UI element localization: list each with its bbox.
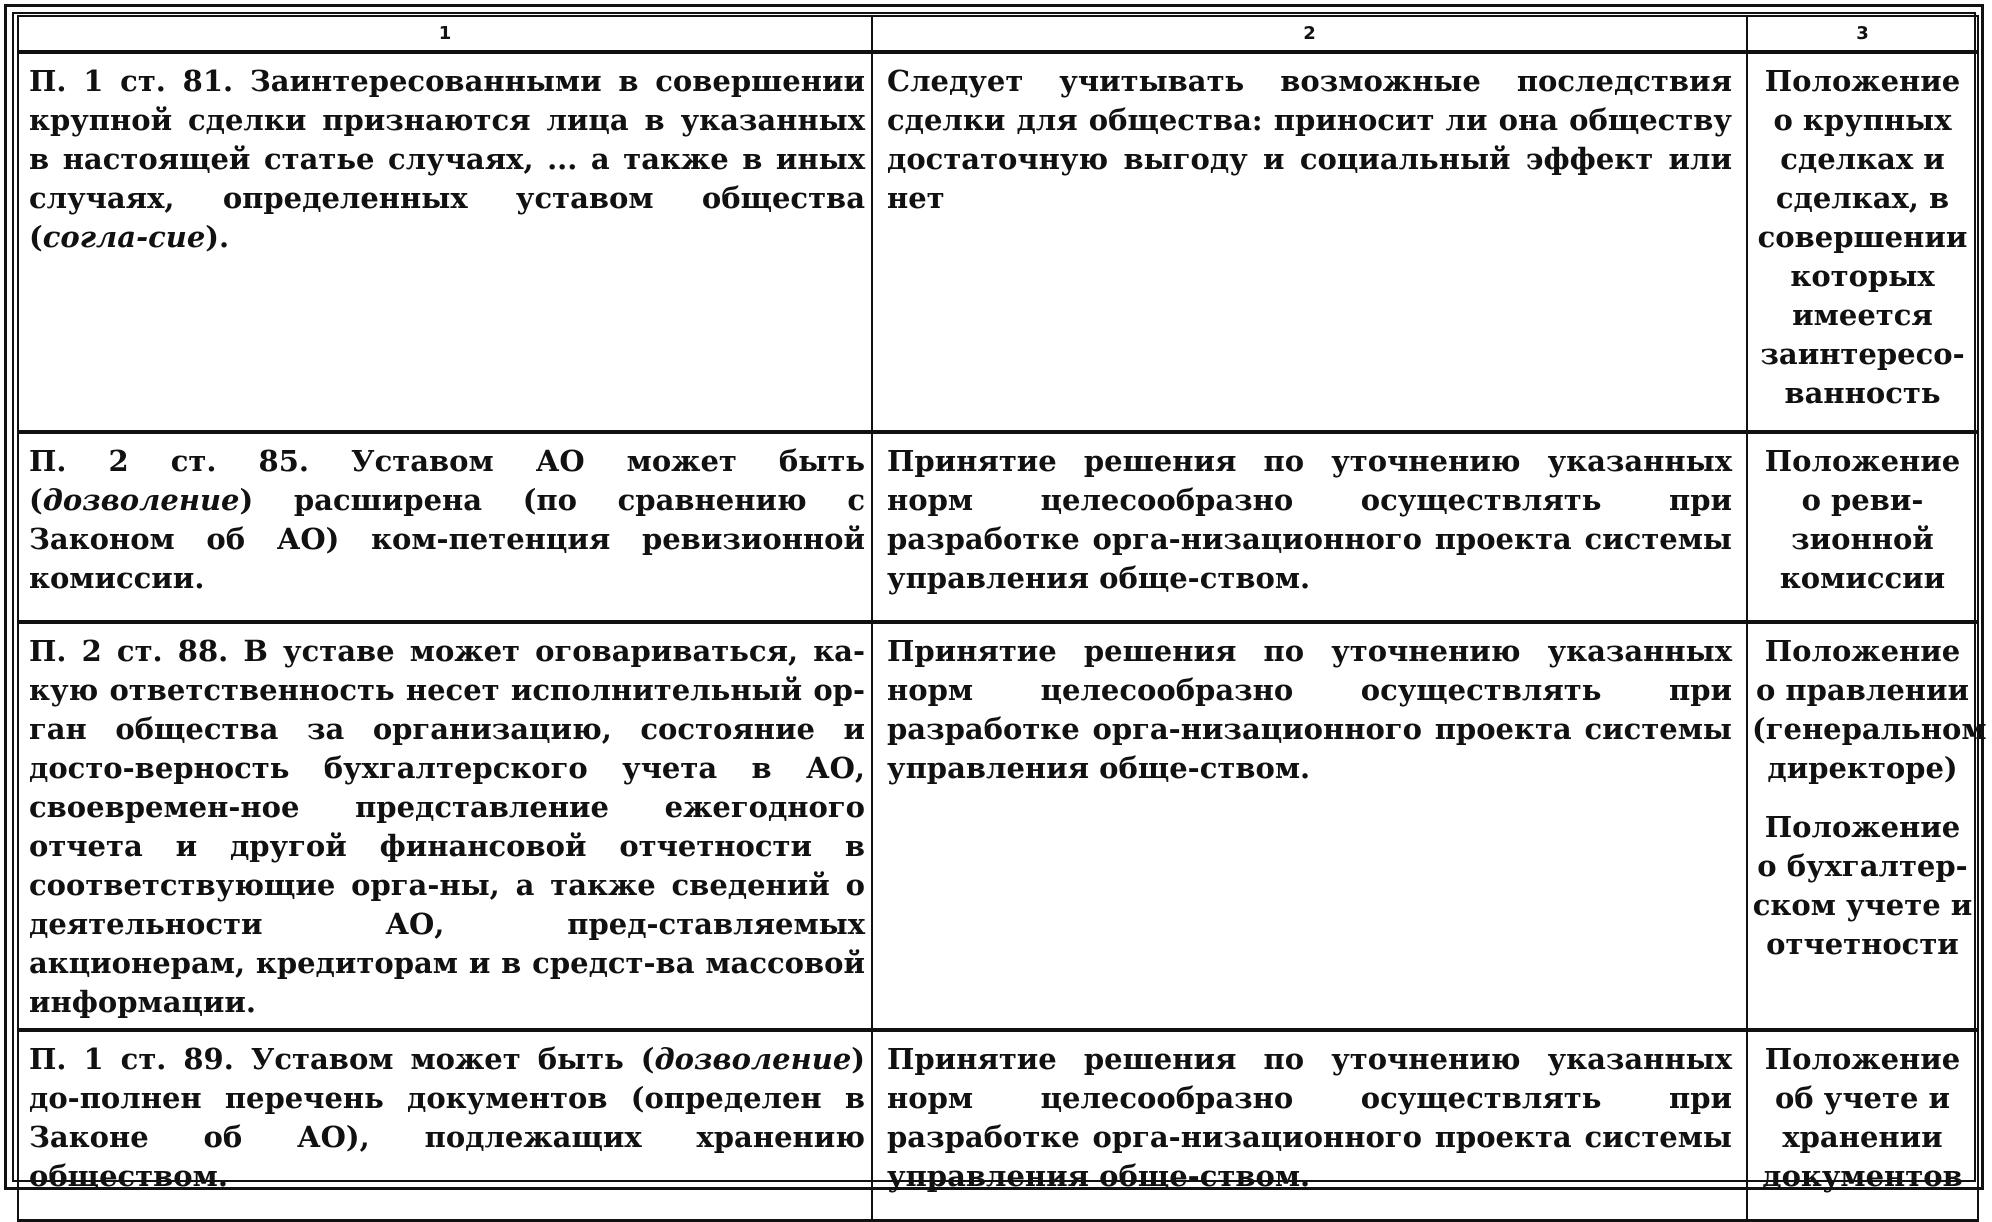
column-header-1: 1	[18, 16, 872, 52]
law-text-end: ).	[205, 220, 230, 254]
table-row	[18, 52, 1978, 432]
column-header-2: 2	[872, 16, 1747, 52]
law-reference-cell	[18, 622, 872, 1030]
law-text: В уставе может оговариваться, ка-кую ответственность несет исполнительный ор-ган общества за организацию, состояние и досто-верность бухгалтерского учета в АО, своевремен-ное представление ежегодного отчета и другой финансовой отчетности в соответствующие орга-ны, а также сведений о деятельности АО, пред-ставляемых акционерам, кредиторам и в средст-ва массовой информации.	[29, 634, 865, 1019]
document-name: Положение о крупных сделках и сделках, в совершении которых имеется заинтересо-ванность	[1757, 64, 1968, 410]
recommendation-cell: Следует учитывать возможные последствия сделки для общества: приносит ли она обществу достаточную выгоду и социальный эффект или нет	[872, 52, 1747, 432]
document-name: Положение о бухгалтер-ском учете и отчетности	[1752, 810, 1973, 961]
document-name: Положение об учете и хранении документов	[1762, 1042, 1963, 1193]
article-reference: П. 1 ст. 89.	[29, 1042, 234, 1076]
law-reference-cell	[18, 1030, 872, 1220]
document-cell	[1747, 432, 1978, 622]
document-name: Положение о реви-зионной комиссии	[1764, 444, 1961, 595]
recommendation-cell: Принятие решения по уточнению указанных норм целесообразно осуществлять при разработке орга-низационного проекта системы управления обще-ством.	[872, 1030, 1747, 1220]
document-cell	[1747, 1030, 1978, 1220]
article-reference: П. 2 ст. 88.	[29, 634, 229, 668]
article-reference: П. 2 ст. 85.	[29, 444, 309, 478]
document-cell	[1747, 52, 1978, 432]
article-reference: П. 1 ст. 81.	[29, 64, 234, 98]
document-cell	[1747, 622, 1987, 1030]
law-provisions-table	[17, 15, 1987, 1222]
document-name: Положение о правлении (генеральном директоре)	[1752, 634, 1987, 785]
page-frame	[4, 4, 1987, 1193]
recommendation-cell: Принятие решения по уточнению указанных норм целесообразно осуществлять при разработке орга-низационного проекта системы управления обще-ством.	[872, 432, 1747, 622]
column-header-3: 3	[1747, 16, 1978, 52]
law-text-emphasis: согла-сие	[42, 220, 206, 254]
law-text-emphasis: дозволение	[654, 1042, 852, 1076]
law-reference-cell	[18, 52, 872, 432]
law-text-end: ) расширена (по сравнению с Законом об АО) ком-петенция ревизионной комиссии.	[29, 483, 865, 595]
law-text: Уставом АО может быть (	[29, 444, 865, 517]
law-text: Заинтересованными в совершении крупной сделки признаются лица в указанных в настоящей статье случаях, ... а также в иных случаях, определенных уставом общества (	[29, 64, 865, 254]
header-row	[18, 16, 1978, 52]
law-text-emphasis: дозволение	[42, 483, 240, 517]
recommendation-cell: Принятие решения по уточнению указанных норм целесообразно осуществлять при разработке орга-низационного проекта системы управления обще-ством.	[872, 622, 1747, 1030]
law-text: Уставом может быть (	[233, 1042, 655, 1076]
law-reference-cell	[18, 432, 872, 622]
table-row	[18, 1030, 1978, 1220]
law-text-end: ) до-полнен перечень документов (определен в Законе об АО), подлежащих хранению обществом.	[29, 1042, 866, 1193]
table-row	[18, 432, 1978, 622]
table-row	[18, 622, 1978, 1030]
